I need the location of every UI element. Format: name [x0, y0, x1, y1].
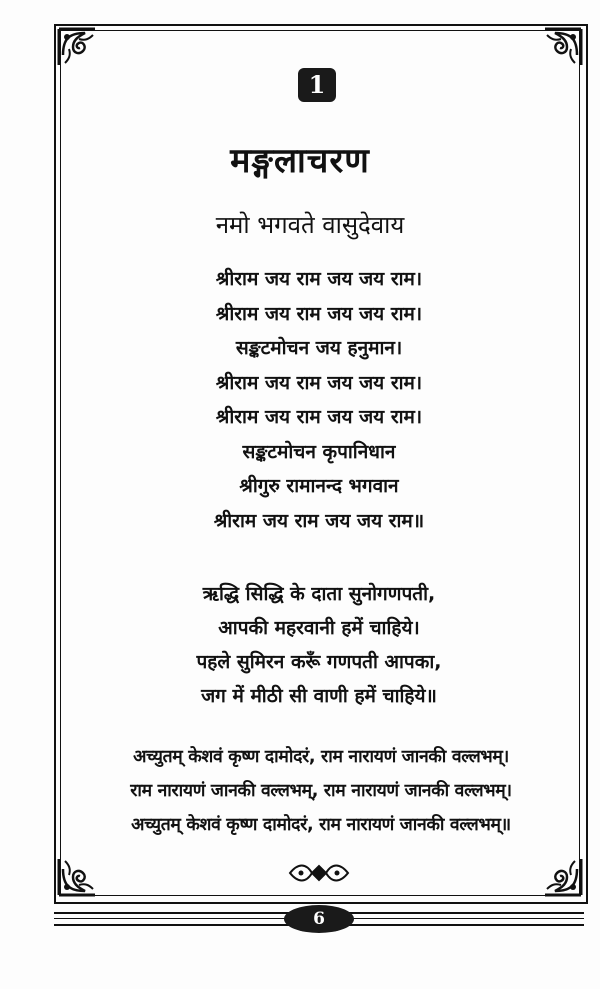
page-title: मङ्गलाचरण: [230, 141, 370, 181]
corner-ornament-icon: [55, 853, 101, 899]
verse-line: अच्युतम् केशवं कृष्ण दामोदरं, राम नारायणं जानकी वल्लभम्।: [133, 747, 509, 767]
verse-line: राम नारायणं जानकी वल्लभम्, राम नारायणं जानकी वल्लभम्।: [130, 781, 512, 801]
verse-line: सङ्कटमोचन कृपानिधान: [242, 440, 396, 463]
verse-line: जग में मीठी सी वाणी हमें चाहिये॥: [201, 685, 437, 707]
verse-line: पहले सुमिरन करूँ गणपती आपका,: [196, 651, 442, 673]
verse-line: श्रीगुरु रामानन्द भगवान: [239, 475, 399, 497]
verse-line: श्रीराम जय राम जय जय राम॥: [213, 509, 425, 532]
corner-ornament-icon: [539, 25, 585, 71]
verse-line: श्रीराम जय राम जय जय राम।: [215, 371, 423, 394]
stanza-ram-dhun: [60, 262, 578, 538]
verse-line: श्रीराम जय राम जय जय राम।: [215, 268, 423, 290]
page-number: 6: [284, 905, 354, 933]
verse-line: सङ्कटमोचन जय हनुमान।: [235, 337, 403, 359]
stanza-achyutam: [56, 740, 586, 842]
corner-ornament-icon: [55, 25, 101, 71]
verse-line: अच्युतम् केशवं कृष्ण दामोदरं, राम नारायणं जानकी वल्लभम्॥: [131, 815, 511, 835]
verse-line: श्रीराम जय राम जय जय राम।: [215, 302, 423, 325]
corner-ornament-icon: [539, 853, 585, 899]
verse-line: आपकी महरवानी हमें चाहिये।: [218, 617, 420, 639]
verse-line: ऋद्धि सिद्धि के दाता सुनोगणपती,: [202, 583, 436, 605]
stanza-ganpati: [60, 577, 578, 713]
page-subtitle: नमो भगवते वासुदेवाय: [215, 211, 405, 239]
divider-ornament-icon: [288, 860, 350, 886]
chapter-number-badge: 1: [298, 68, 336, 102]
verse-line: श्रीराम जय राम जय जय राम।: [215, 406, 423, 428]
